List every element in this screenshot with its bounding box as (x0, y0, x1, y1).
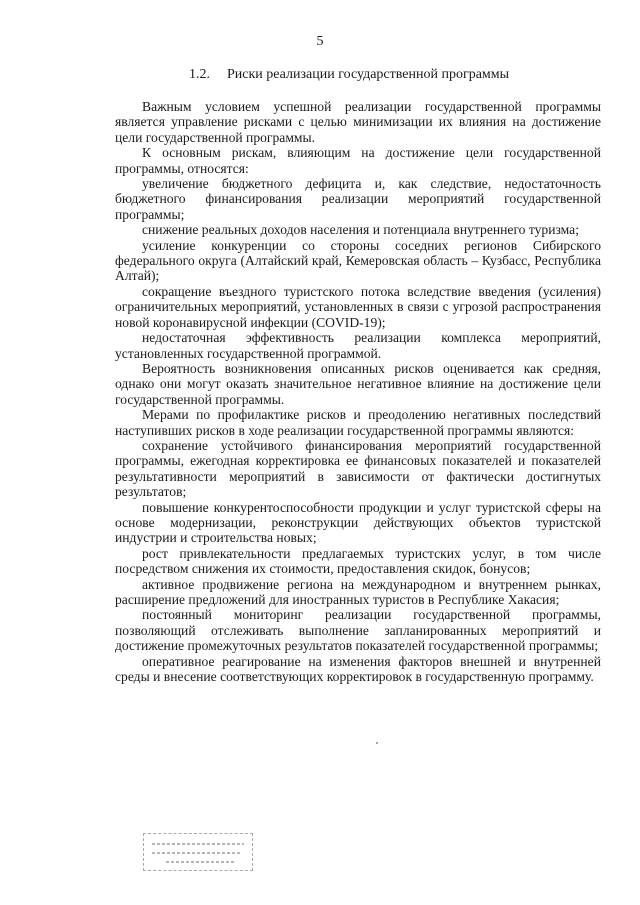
registration-stamp (143, 833, 253, 871)
stamp-text-line (152, 852, 240, 854)
section-title: Риски реализации государственной программы (227, 67, 510, 82)
section-number: 1.2. (189, 67, 210, 82)
paragraph-risk-item: снижение реальных доходов населения и потенциала внутреннего туризма; (142, 222, 579, 238)
paragraph-risk-item: недостаточная эффективность реализации комплекса мероприятий, установленных государственной программой. (115, 330, 601, 361)
stamp-text-line (152, 843, 244, 845)
scan-speck (376, 742, 378, 744)
page-number: 5 (316, 34, 324, 49)
paragraph-measure-item: оперативное реагирование на изменения факторов внешней и внутренней среды и внесение соответствующих корректировок в государственную программу. (115, 653, 601, 685)
paragraph-probability: Вероятность возникновения описанных рисков оценивается как средняя, однако они могут оказать значительное негативное влияние на достижение цели государственной программы. (115, 360, 601, 407)
section-heading (189, 67, 509, 83)
paragraph-measure-item: сохранение устойчивого финансирования мероприятий государственной программы, ежегодная корректировка ее финансовых показателей и показателей результативности мероприятий в зависимости от фактически достигнутых результатов; (115, 437, 601, 500)
paragraph-risks-lead: К основным рискам, влияющим на достижение цели государственной программы, относятся: (115, 145, 601, 176)
body-text (115, 99, 601, 684)
paragraph-risk-item: усиление конкуренции со стороны соседних регионов Сибирского федерального округа (Алтайский край, Кемеровская область – Кузбасс, Республика Алтай); (115, 237, 601, 284)
paragraph-measure-item: активное продвижение региона на международном и внутреннем рынках, расширение предложений для иностранных туристов в Республике Хакасия; (115, 576, 601, 607)
paragraph-intro: Важным условием успешной реализации государственной программы является управление рисками с целью минимизации их влияния на достижение цели государственной программы. (115, 99, 601, 145)
paragraph-measure-item: повышение конкурентоспособности продукции и услуг туристской сферы на основе модернизации, реконструкции действующих объектов туристской индустрии и строительства новых; (115, 499, 601, 546)
paragraph-risk-item: сокращение въездного туристского потока вследствие введения (усиления) ограничительных мероприятий, установленных в связи с угрозой распространения новой коронавирусной инфекции (COVID-19); (115, 283, 601, 330)
paragraph-risk-item: увеличение бюджетного дефицита и, как следствие, недостаточность бюджетного финансирования реализации мероприятий государственной программы; (115, 176, 601, 222)
stamp-text-line (166, 861, 236, 863)
paragraph-measure-item: постоянный мониторинг реализации государственной программы, позволяющий отслеживать выполнение запланированных мероприятий и достижение промежуточных результатов показателей государственной программы; (115, 607, 601, 654)
paragraph-measures-lead: Мерами по профилактике рисков и преодолению негативных последствий наступивших рисков в ходе реализации государственной программы являются: (115, 407, 601, 438)
paragraph-measure-item: рост привлекательности предлагаемых туристских услуг, в том числе посредством снижения их стоимости, предоставления скидок, бонусов; (115, 545, 601, 577)
